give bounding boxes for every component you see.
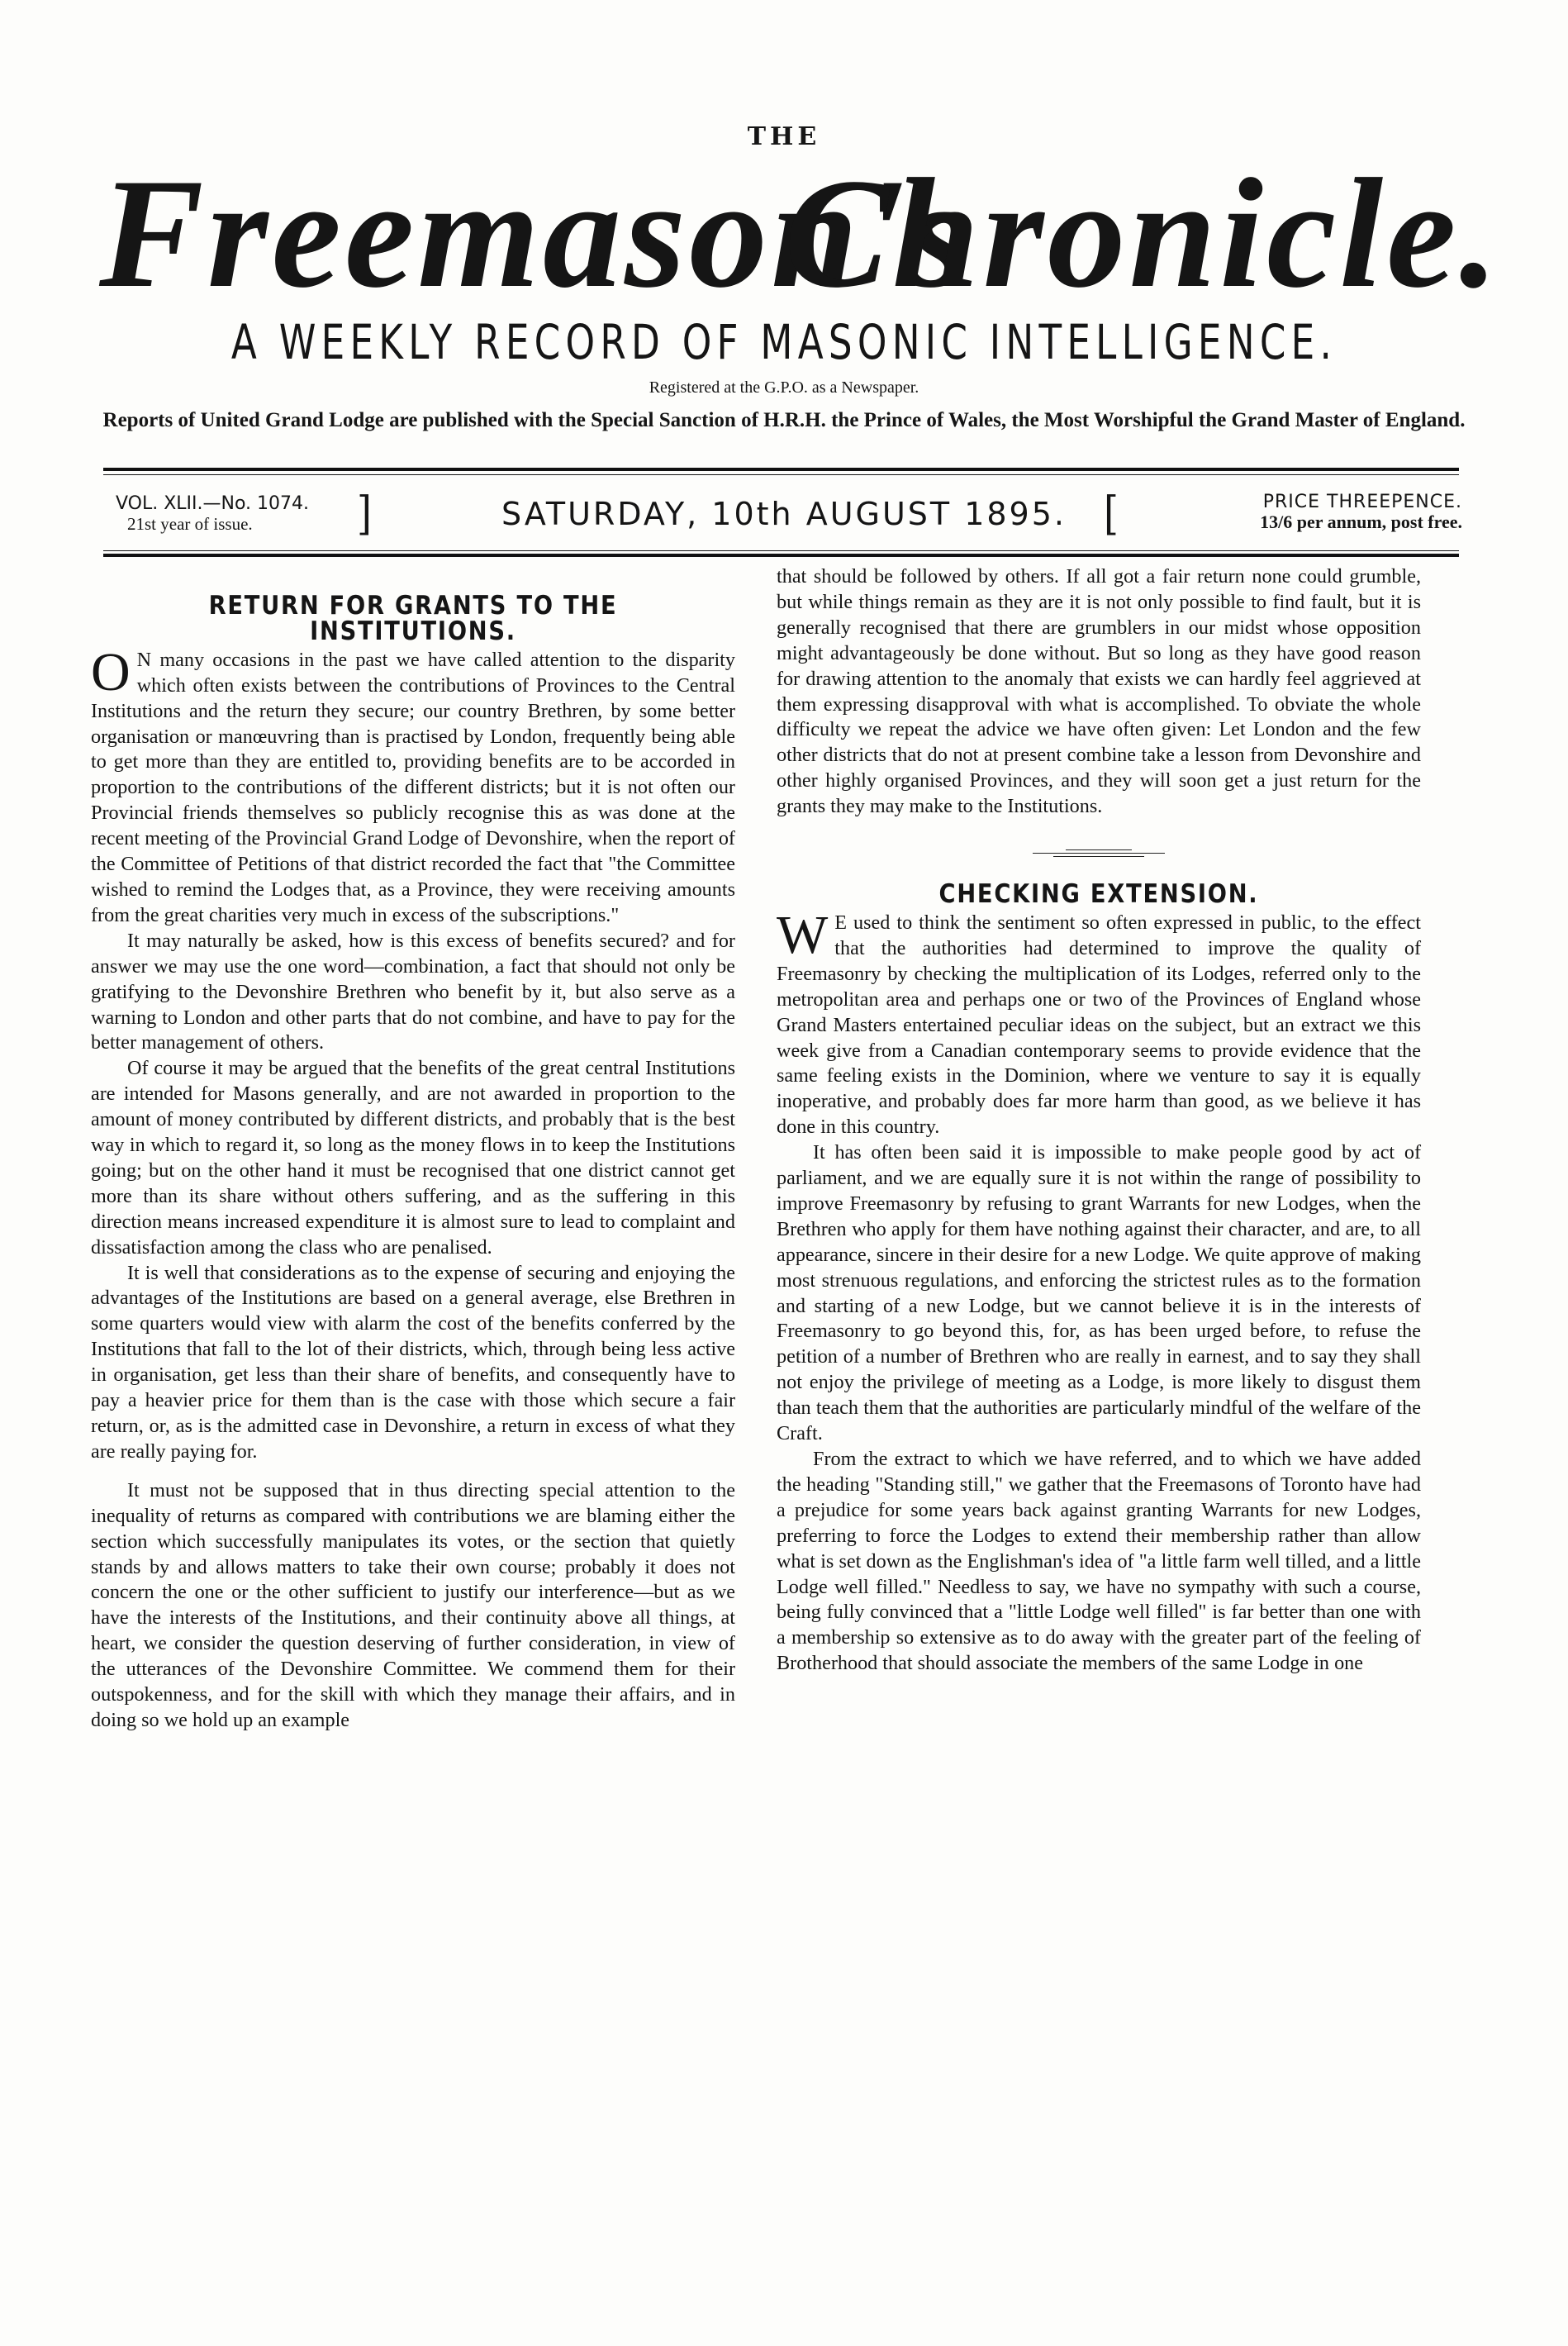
article2-p1: E used to think the sentiment so often expressed in public, to the effect that the authorities had determined to improve the quality of Freemasonry by checking the multiplication of its Lodges, referred only to the metropolitan area and perhaps one or two of the Provinces of England whose Grand Masters entertained peculiar ideas on the subject, but an extract we this week give from a Canadian contemporary seems to provide evidence that the same feeling exists in the Dominion, where we venture to say it is equally inoperative, and probably does far more harm than good, as we believe it has done in this country.: [777, 911, 1421, 1139]
issue-date: SATURDAY, 10th AUGUST 1895.: [501, 496, 1067, 532]
masthead-title-left: Freemason's: [99, 147, 973, 321]
article1-p2: It may naturally be asked, how is this excess of benefits secured? and for answer we may use the one word—combination, a fact that should not only be gratifying to the Devonshire Brethren who benefit by it, but also serve as a warning to London and other parts that do not combine, and have to pay for the better management of others.: [91, 929, 735, 1054]
article1-p6: that should be followed by others. If all got a fair return none could grumble, but while things remain as they are it is not only possible to find fault, but it is generally recognised that there are grumblers in our midst whose opposition might advantageously be done without. But so long as they have good reason for drawing attention to the anomaly that exists we can hardly feel aggrieved at them expressing disapproval with what is accomplished. To obviate the whole difficulty we repeat the advice we have often given: Let London and the few other districts that do not at present combine take a lesson from Devonshire and other highly organised Provinces, and they will soon get a just return for the grants they may make to the Institutions.: [777, 565, 1421, 818]
article2-p3: From the extract to which we have referred, and to which we have added the heading "Standing still," we gather that the Freemasons of Toronto have had a prejudice for some years back against granting Warrants for new Lodges, preferring to force the Lodges to extend their membership rather than allow what is set down as the Englishman's idea of "a little farm well tilled, and a little Lodge well filled." Needless to say, we have no sympathy with such a course, being fully convinced that a "little Lodge well filled" is far better than one with a membership so extensive as to do away with the greater part of the feeling of Brotherhood that should associate the members of the same Lodge in one: [777, 1448, 1421, 1675]
year-of-issue: 21st year of issue.: [127, 514, 253, 534]
masthead-title-right: Chronicle.: [784, 147, 1502, 321]
left-column: [91, 562, 735, 1734]
masthead-title: [66, 147, 1502, 321]
masthead-rule-thick: [103, 468, 1459, 471]
price-info: [1260, 493, 1462, 532]
volume-bracket: ]: [357, 486, 372, 540]
article2-dropcap: W: [777, 904, 829, 965]
article2-paragraph: [777, 904, 1421, 1140]
article1-p4: It is well that considerations as to the expense of securing and enjoying the advantages of the Institutions are based on a general average, else Brethren in some quarters would view with alarm the cost of the benefits conferred by the Institutions that fall to the lot of their districts, which, through being less active in organisation, get less than their share of benefits, and consequently have to pay a heavier price for them than is the case with those which secure a fair return, or, as is the admitted case in Devonshire, a return in excess of what they are really paying for.: [91, 1261, 735, 1463]
dateline-rule-thick: [103, 554, 1459, 557]
article1-p1: N many occasions in the past we have called attention to the disparity which often exists between the contributions of Provinces to the Central Institutions and the return they secure; our country Brethren, by some better organisation or manœuvring than is practised by London, frequently being able to get more than they are entitled to, providing benefits are to be accorded in proportion to the contributions of the different districts; but it is not often our Provincial friends themselves so publicly recognise this as was done at the recent meeting of the Provincial Grand Lodge of Devonshire, when the report of the Committee of Petitions of that district recorded the fact that "the Committee wished to remind the Lodges that, as a Province, they were receiving amounts from the great charities very much in excess of the subscriptions.": [91, 648, 735, 926]
section-divider: [1033, 849, 1165, 857]
price-label: PRICE THREEPENCE.: [1262, 492, 1462, 512]
right-column: [777, 564, 1421, 1677]
volume-number: VOL. XLII.—No. 1074.: [116, 493, 310, 514]
article1-p5: It must not be supposed that in thus directing special attention to the inequality of returns as compared with contributions we are blaming either the section which successfully manipulates its votes, or the section that quietly stands by and allows matters to take their own course; probably it does not concern the one or the other sufficient to justify our interference—but as we have the interests of the Institutions, and their continuity above all things, at heart, we consider the question deserving of further consideration, in view of the utterances of the Devonshire Committee. We commend them for their outspokenness, and for the skill with which they manage their affairs, and in doing so we hold up an example: [91, 1478, 735, 1731]
registered-notice: Registered at the G.P.O. as a Newspaper.: [649, 378, 919, 397]
price-bracket: [: [1104, 486, 1119, 540]
masthead-rule-thin: [103, 474, 1459, 475]
article2-heading: CHECKING EXTENSION.: [938, 879, 1259, 910]
annual-price: 13/6 per annum, post free.: [1260, 512, 1462, 532]
sanction-notice: Reports of United Grand Lodge are published with the Special Sanction of H.R.H. the Prince of Wales, the Most Worshipful the Grand Master of England.: [102, 409, 1466, 431]
masthead-subtitle: A WEEKLY RECORD OF MASONIC INTELLIGENCE.: [230, 314, 1338, 370]
article2-p2: It has often been said it is impossible to make people good by act of parliament, and we are equally sure it is not within the range of possibility to improve Freemasonry by refusing to grant Warrants for new Lodges, when the Brethren who apply for them have nothing against their character, and are, to all appearance, sincere in their desire for a new Lodge. We quite approve of making most strenuous regulations, and enforcing the strictest rules as to the formation and starting of a new Lodge, but we cannot believe it is in the interests of Freemasonry to go beyond this, for, as has been urged before, to refuse the petition of a number of Brethren who are really in earnest, and to say they shall not enjoy the privilege of meeting as a Lodge, is more likely to disgust them than teach them that the authorities are particularly mindful of the welfare of the Craft.: [777, 1141, 1422, 1445]
article1-dropcap: O: [91, 641, 131, 702]
masthead-the: THE: [747, 122, 821, 151]
article1-paragraph: [91, 641, 735, 929]
dateline-rule-thin: [103, 550, 1459, 551]
article1-heading: RETURN FOR GRANTS TO THE INSTITUTIONS.: [208, 591, 618, 646]
article1-p3: Of course it may be argued that the benefits of the great central Institutions are intended for Masons generally, and are not awarded in proportion to the amount of money contributed by different districts, and probably that is the best way in which to regard it, so long as the money flows in to keep the Institutions going; but on the other hand it must be recognised that one district cannot get more than its share without others suffering, and as the suffering in this direction means increased expenditure it is almost sure to lead to complaint and dissatisfaction among the class who are penalised.: [91, 1057, 735, 1259]
